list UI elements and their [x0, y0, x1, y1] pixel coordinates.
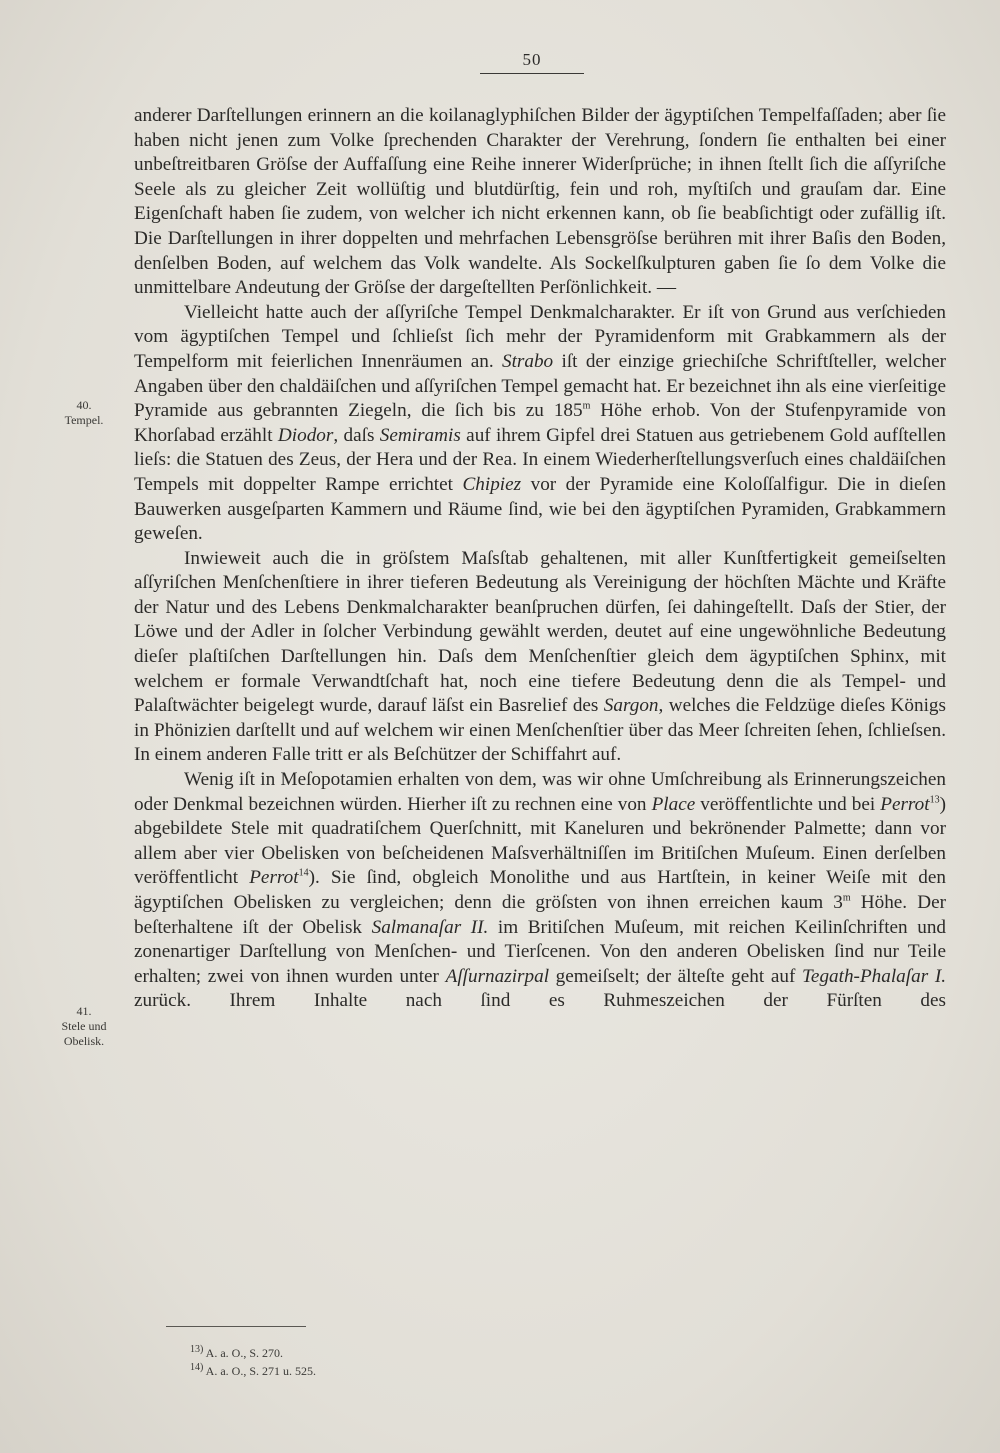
- footnote-text: A. a. O., S. 271 u. 525.: [203, 1364, 317, 1378]
- paragraph: [134, 301, 946, 547]
- superscript: m: [582, 400, 591, 412]
- text-run: Höhe. Der beſterhaltene iſt der Obelisk: [134, 892, 946, 938]
- italic-text: Tegath-Phalaſar I.: [802, 965, 946, 987]
- margin-note-label: Tempel.: [64, 413, 104, 427]
- text-run: auf ihrem Gipfel drei Statuen aus getriebenem Gold aufſtellen lieſs: die Statuen des Zeus, der Hera und der Rea. In einem Wiederherſtellungsverſuch eines chaldäiſchen Tempels mit doppelter Rampe errichtet: [134, 424, 946, 495]
- margin-note-label-line-2: Obelisk.: [63, 1034, 105, 1048]
- italic-text: Strabo: [501, 350, 554, 372]
- text-run: , daſs: [333, 424, 380, 446]
- italic-text: Chipiez: [462, 473, 522, 495]
- text-run: gemeiſselt; der älteſte geht auf: [549, 965, 803, 987]
- margin-note-41: [44, 1004, 124, 1049]
- footnote-mark: 13): [190, 1344, 204, 1355]
- text-run: ) abgebildete Stele mit quadratiſchem Querſchnitt, mit Kaneluren und bekrönender Palmette; dann vor allem aber vier Obelisken von beſcheidenen Maſsverhältniſſen im Britiſchen Muſeum. Einen derſelben veröffentlicht: [134, 793, 946, 889]
- footnote-mark: 14): [190, 1362, 204, 1373]
- italic-text: Diodor: [277, 424, 334, 446]
- footnote-14: [190, 1362, 590, 1380]
- text-run: Wenig iſt in Meſopotamien erhalten von dem, was wir ohne Umſchreibung als Erinnerungszeichen oder Denkmal bezeichnen würden. Hierher iſt zu rechnen eine von: [134, 769, 946, 815]
- italic-text: Semiramis: [379, 424, 461, 446]
- margin-note-label-line-1: Stele und: [61, 1019, 107, 1033]
- superscript: 14: [298, 868, 309, 880]
- text-run: Vielleicht hatte auch der aſſyriſche Tempel Denkmalcharakter. Er iſt von Grund aus verſchieden vom ägyptiſchen Tempel und ſchlieſst ſich mehr der Pyramidenform mit Grabkammern als der Tempelform mit feierlichen Innenräumen an.: [134, 301, 946, 372]
- margin-note-number: 40.: [76, 398, 92, 412]
- margin-note-number: 41.: [76, 1004, 92, 1018]
- page-number: 50: [480, 50, 584, 74]
- text-run: , welches die Feldzüge dieſes Königs in Phönizien darſtellt und auf welchem wir einen Menſchenſtier über das Meer ſchreiten ſehen, ſchlieſsen. In einem anderen Falle tritt er als Beſchützer der Schiffahrt auf.: [134, 695, 946, 766]
- text-run: veröffentlichte und bei: [695, 793, 881, 815]
- superscript: m: [842, 892, 851, 904]
- text-run: Höhe erhob. Von der Stufenpyramide von Khorſabad erzählt: [134, 400, 947, 446]
- paragraph: [134, 547, 946, 768]
- text-run: im Britiſchen Muſeum, mit reichen Keilinſchriften und zonenartiger Darſtellung von Menſchen- und Tierſcenen. Von den anderen Obelisken ſind nur Teile erhalten; zwei von ihnen wurden unter: [134, 916, 947, 987]
- paragraph: [134, 104, 946, 301]
- footnote-rule: [166, 1326, 306, 1327]
- footnote-13: [190, 1344, 590, 1362]
- superscript: 13: [929, 794, 940, 806]
- text-run: iſt der einzige griechiſche Schriftſteller, welcher Angaben über den chaldäiſchen und aſſyriſchen Tempel gemacht hat. Er bezeichnet ihn als eine vierſeitige Pyramide aus gebrannten Ziegeln, die ſich bis zu 185: [134, 350, 946, 422]
- italic-text: Perrot: [249, 867, 299, 889]
- text-run: Inwieweit auch die in gröſstem Maſsſtab gehaltenen, mit aller Kunſtfertigkeit gemeiſselten aſſyriſchen Menſchenſtiere in ihrer tieferen Bedeutung als Vereinigung der höchſten Mächte und Kräfte der Natur und des Lebens Denkmalcharakter beanſpruchen dürfen, ſei dahingeſtellt. Daſs der Stier, der Löwe und der Adler in ſolcher Verbindung gewählt werden, deutet auf eine ungewöhnliche Bedeutung dieſer plaſtiſchen Darſtellungen hin. Daſs dem Menſchenſtier gleich dem ägyptiſchen Sphinx, mit welchem er formale Verwandtſchaft hat, noch eine tiefere Bedeutung denn die als Tempel- und Palaſtwächter beigelegt wurde, darauf läſst ein Basrelief des: [134, 547, 946, 717]
- text-run: zurück. Ihrem Inhalte nach ſind es Ruhmeszeichen der Fürſten des: [134, 990, 946, 1012]
- italic-text: Sargon: [603, 695, 659, 717]
- italic-text: Perrot: [880, 793, 930, 815]
- footnotes: [190, 1344, 590, 1380]
- italic-text: Aſſurnazirpal: [445, 965, 550, 987]
- margin-note-40: [44, 398, 124, 428]
- paragraph: [134, 768, 946, 1014]
- italic-text: Place: [651, 793, 696, 815]
- text-run: ). Sie ſind, obgleich Monolithe und aus Hartſtein, in keiner Weiſe mit den ägyptiſchen Obelisken zu vergleichen; denn die gröſsten von ihnen erreichen kaum 3: [134, 867, 946, 913]
- italic-text: Salmanaſar II.: [371, 916, 489, 938]
- text-run: vor der Pyramide eine Koloſſalfigur. Die in dieſen Bauwerken ausgeſparten Kammern und Räume ſind, wie bei den ägyptiſchen Pyramiden, Grabkammern geweſen.: [134, 473, 946, 545]
- text-run: anderer Darſtellungen erinnern an die koilanaglyphiſchen Bilder der ägyptiſchen Tempelfaſſaden; aber ſie haben nicht jenen zum Volke ſprechenden Charakter der Verehrung, ſondern ſie enthalten bei einer unbeſtreitbaren Gröſse der Auffaſſung eine Reihe innerer Widerſprüche; in ihnen ſtellt ſich die aſſyriſche Seele als zu gleicher Zeit wollüſtig und blutdürſtig, fein und roh, myſtiſch und grauſam dar. Eine Eigenſchaft haben ſie zudem, von welcher ich nicht erkennen kann, ob ſie beabſichtigt oder zufällig iſt. Die Darſtellungen in ihrer doppelten und mehrfachen Lebensgröſse berühren mit ihrer Baſis den Boden, denſelben Boden, auf welchem das Volk wandelte. Als Sockelſkulpturen gaben ſie ſo dem Volke die unmittelbare Andeutung der Gröſse der dargeſtellten Perſönlichkeit. —: [134, 105, 946, 299]
- body-text: [134, 104, 946, 1014]
- footnote-text: A. a. O., S. 270.: [203, 1346, 284, 1360]
